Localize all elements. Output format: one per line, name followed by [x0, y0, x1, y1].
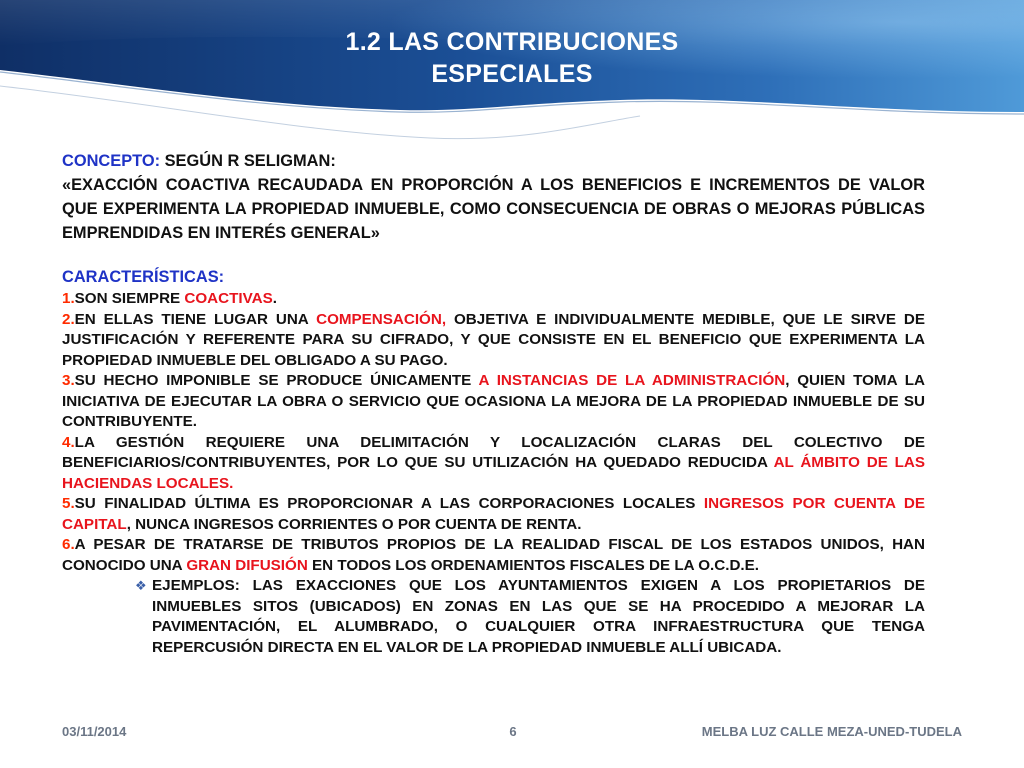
diamond-bullet-icon: ❖: [135, 578, 147, 593]
item-number: 5.: [62, 495, 75, 512]
concept-definition: «EXACCIÓN COACTIVA RECAUDADA EN PROPORCIÓN A LOS BENEFICIOS E INCREMENTOS DE VALOR QUE EXPERIMENTA LA PROPIEDAD INMUEBLE, COMO CONSECUENCIA DE OBRAS O MEJORAS PÚBLICAS EMPRENDIDAS EN INTERÉS GENERAL»: [62, 176, 925, 242]
item-text: SU FINALIDAD ÚLTIMA ES PROPORCIONAR A LAS CORPORACIONES LOCALES: [74, 495, 704, 512]
example-bullet: [137, 576, 925, 658]
characteristic-item-1: [62, 289, 925, 310]
item-text: EN ELLAS TIENE LUGAR UNA: [74, 310, 317, 328]
characteristic-item-3: [62, 371, 925, 433]
item-highlight: COACTIVAS: [184, 290, 273, 307]
characteristics-heading: CARACTERÍSTICAS:: [62, 268, 225, 286]
item-text-end: , NUNCA INGRESOS CORRIENTES O POR CUENTA DE RENTA.: [126, 515, 582, 533]
slide-title: [0, 26, 1024, 90]
concept-section: [62, 149, 925, 245]
example-text: EJEMPLOS: LAS EXACCIONES QUE LOS AYUNTAMIENTOS EXIGEN A LOS PROPIETARIOS DE INMUEBLES SITOS (UBICADOS) EN ZONAS EN LAS QUE SE HA PROCEDIDO A MEJORAR LA PAVIMENTACIÓN, EL ALUMBRADO, O CUALQUIER OTRA INFRAESTRUCTURA QUE TENGA REPERCUSIÓN DIRECTA EN EL VALOR DE LA PROPIEDAD INMUEBLE ALLÍ UBICADA.: [152, 577, 925, 656]
item-number: 6.: [62, 536, 75, 553]
footer-date: 03/11/2014: [62, 724, 127, 739]
footer-page-number: 6: [509, 724, 517, 739]
item-number: 1.: [62, 290, 75, 307]
concept-heading: [62, 149, 925, 173]
item-number: 4.: [62, 433, 75, 451]
slide-content: [62, 149, 925, 658]
item-number: 2.: [62, 310, 75, 328]
item-text: SU HECHO IMPONIBLE SE PRODUCE ÚNICAMENTE: [74, 372, 479, 389]
item-highlight: AL ÁMBITO DE LAS HACIENDAS LOCALES.: [62, 454, 925, 492]
concept-label: CONCEPTO:: [62, 152, 161, 170]
item-highlight: INGRESOS POR CUENTA DE CAPITAL: [62, 495, 925, 533]
characteristic-item-5: [62, 494, 925, 535]
item-text-end: OBJETIVA E INDIVIDUALMENTE MEDIBLE, QUE LE SIRVE DE JUSTIFICACIÓN Y REFERENTE PARA SU CIFRADO, Y QUE CONSISTE EN EL BENEFICIO QUE EXPERIMENTA LA PROPIEDAD INMUEBLE DEL OBLIGADO A SU PAGO.: [62, 310, 925, 369]
item-text-end: , QUIEN TOMA LA INICIATIVA DE EJECUTAR LA OBRA O SERVICIO QUE OCASIONA LA MEJORA DE LA PROPIEDAD INMUEBLE DE SU CONTRIBUYENTE.: [62, 372, 926, 430]
item-text: SON SIEMPRE: [74, 290, 185, 307]
slide-footer: [0, 724, 1024, 744]
item-highlight: COMPENSACIÓN,: [316, 310, 447, 328]
slide-title-line2: ESPECIALES: [431, 60, 593, 88]
item-text: LA GESTIÓN REQUIERE UNA DELIMITACIÓN Y LOCALIZACIÓN CLARAS DEL COLECTIVO DE BENEFICIARIOS/CONTRIBUYENTES, POR LO QUE SU UTILIZACIÓN HA QUEDADO REDUCIDA: [62, 433, 925, 471]
item-number: 3.: [62, 372, 75, 389]
characteristic-item-4: [62, 433, 925, 495]
item-text-end: EN TODOS LOS ORDENAMIENTOS FISCALES DE LA O.C.D.E.: [307, 556, 759, 574]
item-highlight: A INSTANCIAS DE LA ADMINISTRACIÓN: [478, 372, 786, 389]
characteristic-item-2: [62, 310, 925, 372]
slide-title-line1: 1.2 LAS CONTRIBUCIONES: [345, 28, 679, 56]
item-highlight: GRAN DIFUSIÓN: [186, 556, 308, 574]
concept-source: SEGÚN R SELIGMAN:: [160, 152, 336, 170]
item-text-end: .: [272, 290, 277, 307]
characteristic-item-6: [62, 535, 925, 576]
item-text: A PESAR DE TRATARSE DE TRIBUTOS PROPIOS DE LA REALIDAD FISCAL DE LOS ESTADOS UNIDOS, HAN CONOCIDO UNA: [62, 536, 925, 574]
footer-author: MELBA LUZ CALLE MEZA-UNED-TUDELA: [701, 724, 962, 739]
